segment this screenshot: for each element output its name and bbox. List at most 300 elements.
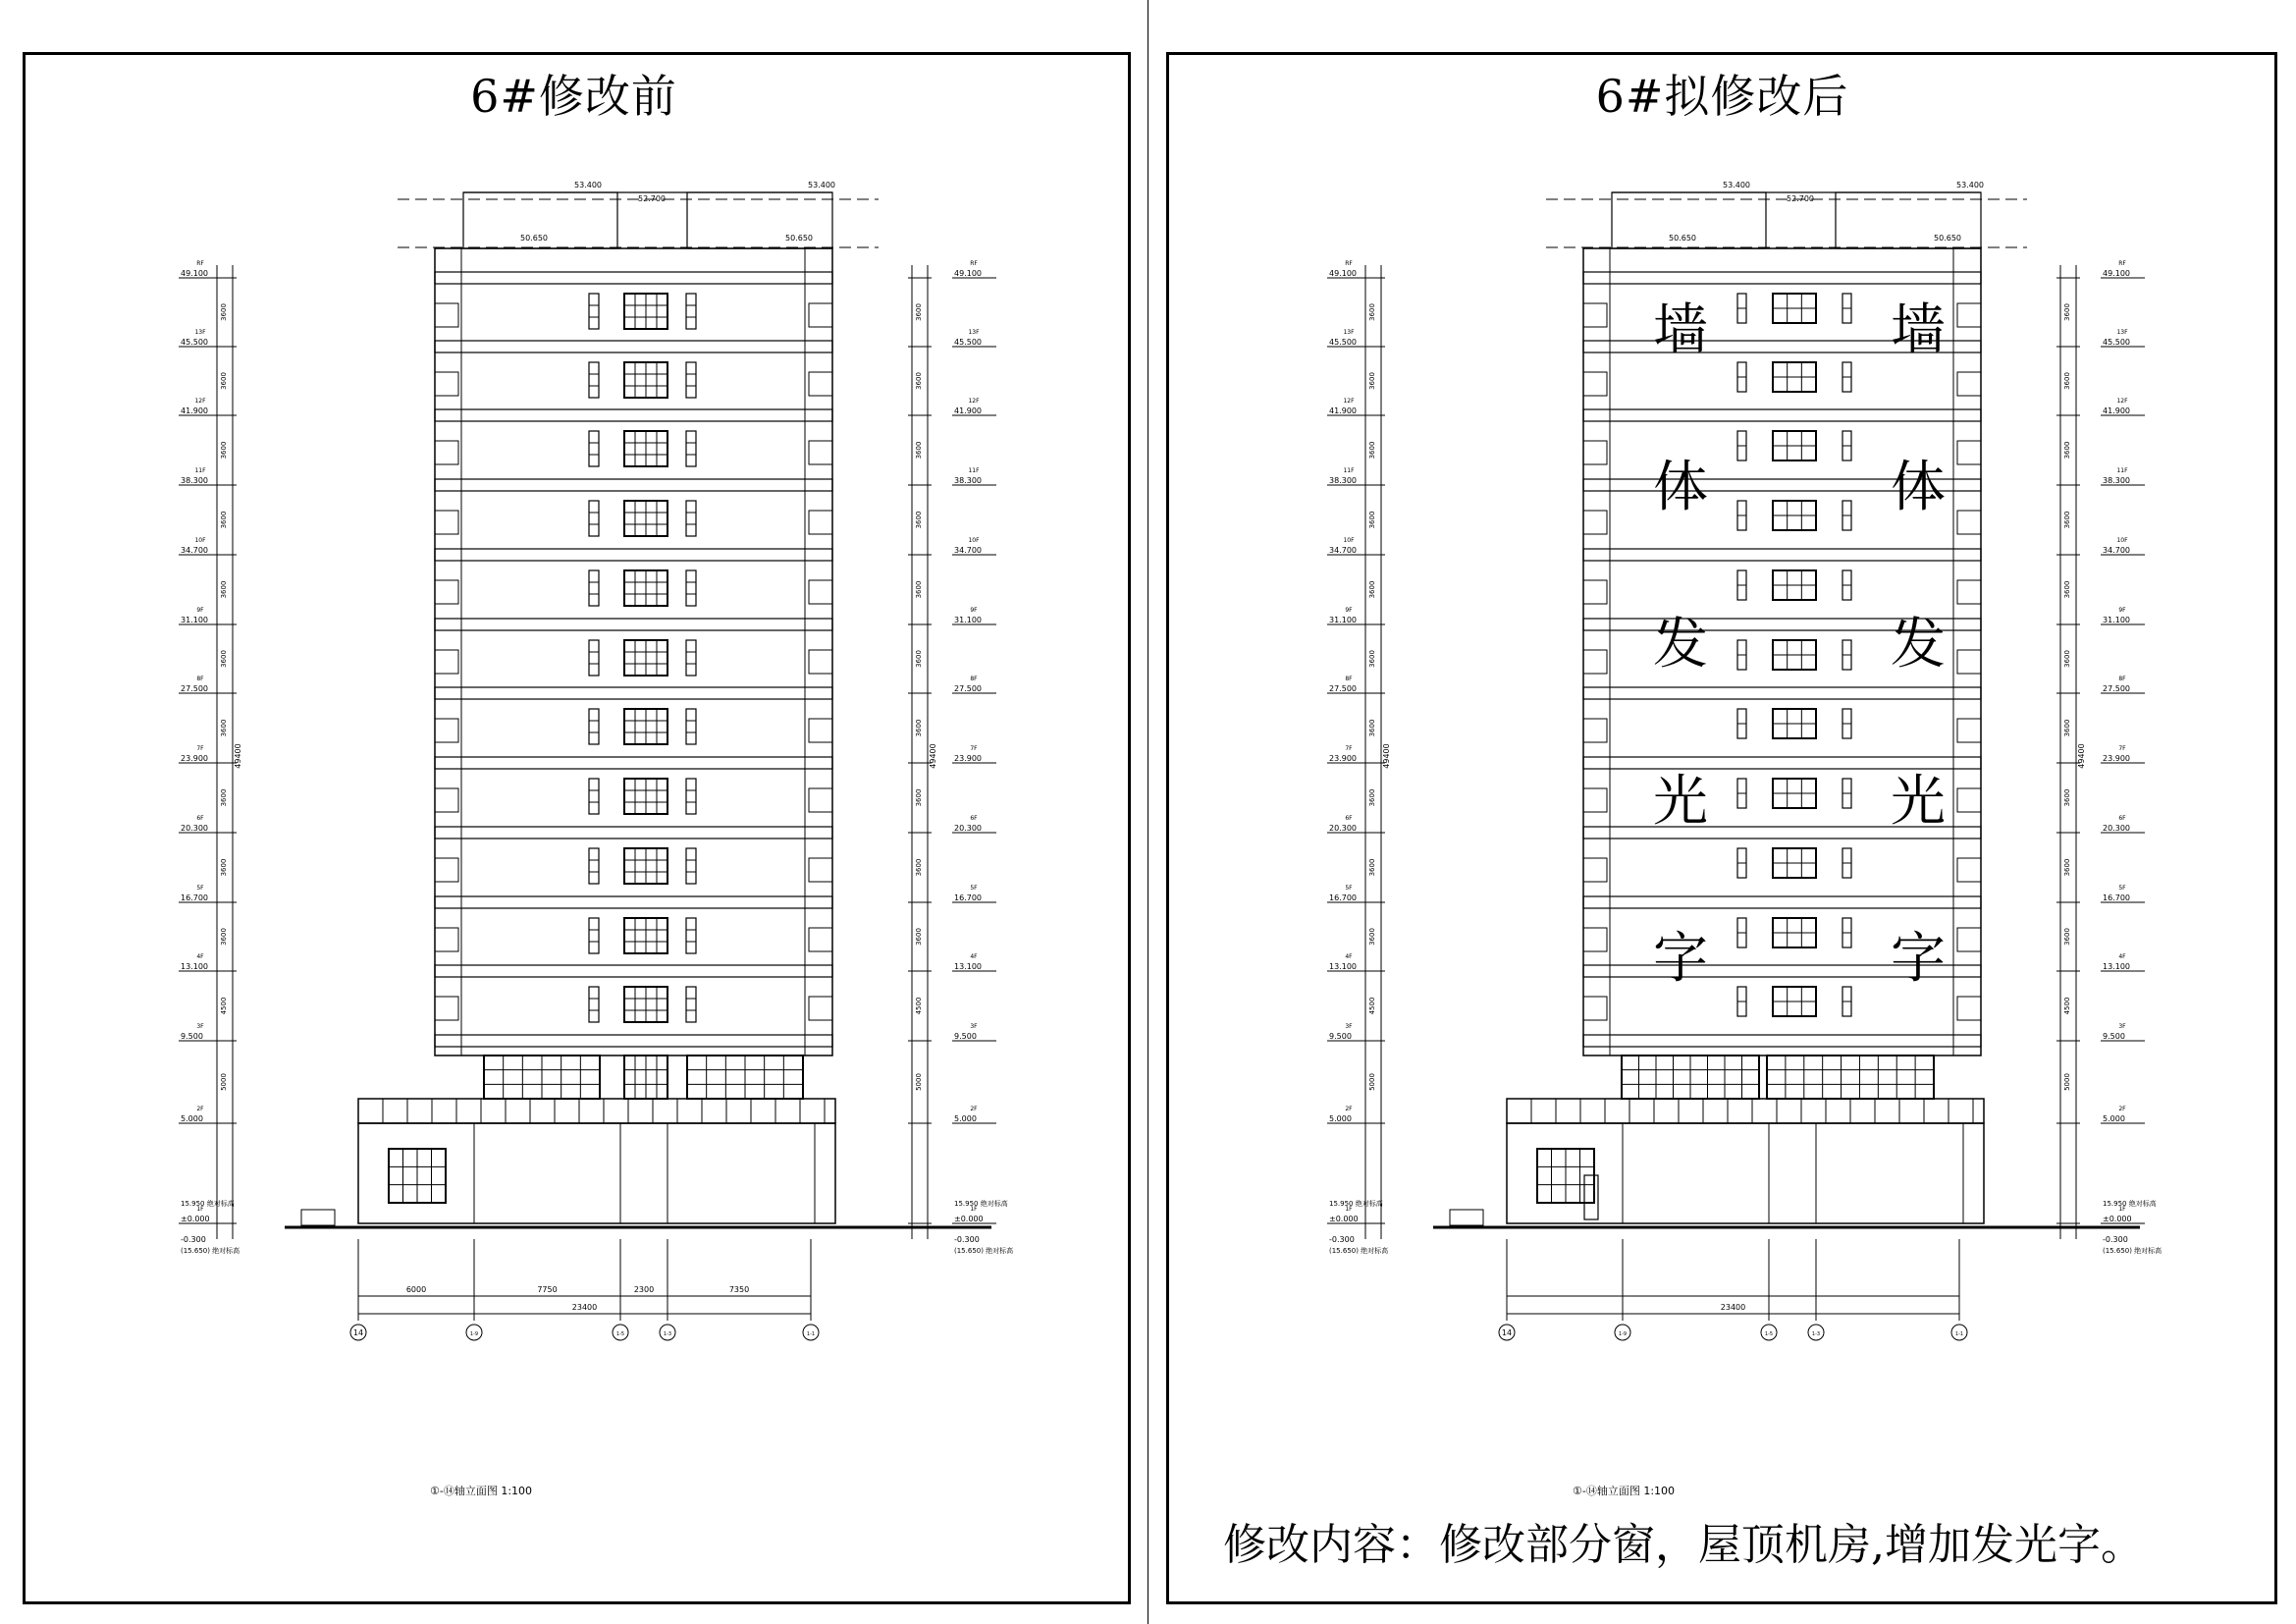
window-small-left bbox=[589, 294, 599, 329]
side-balcony-left bbox=[1583, 788, 1607, 812]
level-value: 41.900 bbox=[954, 406, 982, 415]
floor-slab-2 bbox=[435, 341, 832, 352]
window-small-right bbox=[686, 640, 696, 676]
roof-level-top-right: 53.400 bbox=[1956, 181, 1984, 189]
side-balcony-left bbox=[435, 997, 458, 1020]
floor-label: 5F bbox=[2118, 885, 2126, 892]
axis-label: 1-3 bbox=[663, 1331, 672, 1337]
floor-label: 6F bbox=[970, 815, 978, 822]
window-small-left bbox=[589, 501, 599, 536]
ground-level: 15.950 绝对标高 bbox=[2103, 1200, 2157, 1208]
side-balcony-left bbox=[435, 303, 458, 327]
floor-label: 8F bbox=[2118, 676, 2126, 682]
total-width-dim: 23400 bbox=[1720, 1303, 1746, 1312]
drawing-caption bbox=[430, 1483, 532, 1498]
side-balcony-left bbox=[1583, 372, 1607, 396]
floor-label: 1F bbox=[1345, 1206, 1353, 1213]
floor-slab-10 bbox=[435, 896, 832, 908]
floor-slab-11 bbox=[435, 965, 832, 977]
floor-label: 10F bbox=[194, 537, 206, 544]
window-small-right bbox=[686, 709, 696, 744]
floor-label: 2F bbox=[2118, 1106, 2126, 1112]
roof-level-top-left: 53.400 bbox=[1723, 181, 1750, 189]
story-height-dim: 4500 bbox=[915, 997, 923, 1015]
level-value: 5.000 bbox=[1329, 1114, 1352, 1123]
floor-slab-7 bbox=[435, 687, 832, 699]
modification-note: 修改内容：修改部分窗，屋顶机房,增加发光字。 bbox=[1223, 1520, 2144, 1570]
total-height-dim: 49400 bbox=[1382, 743, 1391, 769]
axis-label: 14 bbox=[1501, 1328, 1513, 1337]
story-height-dim: 4500 bbox=[2063, 997, 2071, 1015]
floor-label: 9F bbox=[970, 607, 978, 614]
ground-level: 15.950 绝对标高 bbox=[1329, 1200, 1383, 1208]
glow-char-left-3: 发 bbox=[1653, 613, 1708, 677]
floor-label: 9F bbox=[196, 607, 204, 614]
level-value: 20.300 bbox=[954, 824, 982, 833]
side-balcony-left bbox=[435, 372, 458, 396]
level-value: 45.500 bbox=[2103, 338, 2130, 347]
side-balcony-left bbox=[1583, 511, 1607, 534]
level-value: 16.700 bbox=[2103, 893, 2130, 902]
level-value: 49.100 bbox=[954, 269, 982, 278]
level-value: 34.700 bbox=[954, 546, 982, 555]
glow-char-left-1: 墙 bbox=[1653, 298, 1708, 362]
floor-label: 5F bbox=[196, 885, 204, 892]
story-height-dim: 4500 bbox=[220, 997, 228, 1015]
story-height-dim: 5000 bbox=[220, 1073, 228, 1091]
side-balcony-left bbox=[1583, 303, 1607, 327]
glow-char-right-1: 墙 bbox=[1891, 298, 1946, 362]
story-height-dim: 5000 bbox=[2063, 1073, 2071, 1091]
level-value: 9.500 bbox=[1329, 1032, 1352, 1041]
floor-label: 7F bbox=[1345, 745, 1353, 752]
side-balcony-right bbox=[809, 650, 832, 674]
canopy-band bbox=[1507, 1099, 1984, 1123]
story-height-dim: 3600 bbox=[2063, 928, 2071, 946]
glow-char-left-4: 光 bbox=[1653, 770, 1708, 834]
story-height-dim: 3600 bbox=[220, 858, 228, 877]
story-height-dim: 3600 bbox=[220, 303, 228, 321]
roof-level-parapet-right: 50.650 bbox=[1934, 234, 1961, 243]
floor-slab-7 bbox=[1583, 687, 1981, 699]
side-balcony-right bbox=[1957, 997, 1981, 1020]
level-value: 27.500 bbox=[181, 684, 208, 693]
glow-char-left-5: 字 bbox=[1653, 927, 1708, 991]
story-height-dim: 3600 bbox=[220, 928, 228, 946]
level-value: 49.100 bbox=[1329, 269, 1357, 278]
roof-level-top-mid: 52.700 bbox=[1787, 194, 1814, 203]
roof-level-parapet-left: 50.650 bbox=[1669, 234, 1696, 243]
floor-slab-8 bbox=[435, 757, 832, 769]
level-value: 16.700 bbox=[954, 893, 982, 902]
floor-slab-5 bbox=[1583, 549, 1981, 561]
floor-label: 12F bbox=[1343, 398, 1355, 405]
window-small-left bbox=[589, 918, 599, 953]
level-value: 49.100 bbox=[181, 269, 208, 278]
story-height-dim: 3600 bbox=[2063, 858, 2071, 877]
floor-label: 1F bbox=[196, 1206, 204, 1213]
bay-dim: 7750 bbox=[537, 1285, 558, 1294]
glow-char-right-4: 光 bbox=[1891, 770, 1946, 834]
level-value: ±0.000 bbox=[2103, 1215, 2132, 1223]
floor-label: 7F bbox=[2118, 745, 2126, 752]
side-balcony-left bbox=[435, 928, 458, 951]
floor-label: 2F bbox=[196, 1106, 204, 1112]
level-value: 5.000 bbox=[2103, 1114, 2125, 1123]
sheet-after bbox=[1148, 0, 2296, 1624]
window-small-left bbox=[589, 709, 599, 744]
axis-label: 1-9 bbox=[469, 1331, 479, 1337]
floor-label: 11F bbox=[194, 467, 206, 474]
side-balcony-left bbox=[435, 580, 458, 604]
level-value: ±0.000 bbox=[954, 1215, 984, 1223]
floor-label: 10F bbox=[2116, 537, 2128, 544]
floor-label: 7F bbox=[970, 745, 978, 752]
glow-char-right-2: 体 bbox=[1891, 456, 1946, 519]
window-small-right bbox=[686, 779, 696, 814]
floor-label: 8F bbox=[196, 676, 204, 682]
window-small-right bbox=[686, 294, 696, 329]
level-value: 13.100 bbox=[954, 962, 982, 971]
floor-label: 5F bbox=[970, 885, 978, 892]
level-value: 27.500 bbox=[1329, 684, 1357, 693]
axis-label: 1-3 bbox=[1811, 1331, 1821, 1337]
story-height-dim: 3600 bbox=[2063, 511, 2071, 529]
minus-level: -0.300 bbox=[1329, 1235, 1355, 1244]
roof-level-parapet-right: 50.650 bbox=[785, 234, 813, 243]
level-value: 45.500 bbox=[954, 338, 982, 347]
story-height-dim: 3600 bbox=[915, 303, 923, 321]
story-height-dim: 5000 bbox=[915, 1073, 923, 1091]
story-height-dim: 3600 bbox=[220, 580, 228, 599]
level-value: 5.000 bbox=[181, 1114, 203, 1123]
entrance-door bbox=[1584, 1175, 1598, 1219]
side-balcony-left bbox=[435, 441, 458, 464]
floor-label: 8F bbox=[970, 676, 978, 682]
level-value: 38.300 bbox=[2103, 476, 2130, 485]
level-value: 9.500 bbox=[954, 1032, 977, 1041]
axis-label: 1-9 bbox=[1618, 1331, 1628, 1337]
level-value: 31.100 bbox=[954, 616, 982, 624]
floor-label: 12F bbox=[2116, 398, 2128, 405]
floor-label: 4F bbox=[970, 953, 978, 960]
side-balcony-left bbox=[1583, 441, 1607, 464]
floor-label: 10F bbox=[968, 537, 980, 544]
story-height-dim: 3600 bbox=[2063, 719, 2071, 737]
side-balcony-left bbox=[435, 788, 458, 812]
side-balcony-right bbox=[809, 441, 832, 464]
story-height-dim: 3600 bbox=[915, 580, 923, 599]
window-small-left bbox=[589, 987, 599, 1022]
level-value: 34.700 bbox=[1329, 546, 1357, 555]
story-height-dim: 3600 bbox=[2063, 650, 2071, 668]
ground-level: 15.950 绝对标高 bbox=[181, 1200, 235, 1208]
side-balcony-right bbox=[1957, 858, 1981, 882]
side-balcony-right bbox=[1957, 928, 1981, 951]
floor-label: 11F bbox=[1343, 467, 1355, 474]
story-height-dim: 3600 bbox=[1368, 303, 1376, 321]
floor-label: 3F bbox=[970, 1023, 978, 1030]
story-height-dim: 3600 bbox=[2063, 580, 2071, 599]
floor-label: 4F bbox=[2118, 953, 2126, 960]
window-small-left bbox=[589, 640, 599, 676]
side-balcony-left bbox=[435, 650, 458, 674]
story-height-dim: 3600 bbox=[1368, 580, 1376, 599]
floor-slab-5 bbox=[435, 549, 832, 561]
floor-label: 4F bbox=[196, 953, 204, 960]
glow-char-left-2: 体 bbox=[1653, 456, 1708, 519]
caption-scale: 1:100 bbox=[501, 1485, 533, 1497]
floor-slab-1 bbox=[1583, 272, 1981, 284]
story-height-dim: 3600 bbox=[220, 441, 228, 460]
story-height-dim: 3600 bbox=[1368, 441, 1376, 460]
floor-label: 9F bbox=[2118, 607, 2126, 614]
floor-label: 3F bbox=[196, 1023, 204, 1030]
floor-label: 13F bbox=[1343, 329, 1355, 336]
level-value: 34.700 bbox=[2103, 546, 2130, 555]
level-value: 23.900 bbox=[2103, 754, 2130, 763]
axis-label: 1-1 bbox=[806, 1331, 816, 1337]
axis-label: 1-5 bbox=[615, 1331, 625, 1337]
floor-slab-9 bbox=[435, 827, 832, 839]
side-balcony-right bbox=[1957, 441, 1981, 464]
story-height-dim: 3600 bbox=[1368, 650, 1376, 668]
caption-text: ①-⑭轴立面图 bbox=[1573, 1485, 1640, 1497]
bay-dim: 7350 bbox=[728, 1285, 750, 1294]
floor-label: 13F bbox=[968, 329, 980, 336]
minus-level-abs: (15.650) 绝对标高 bbox=[2103, 1247, 2163, 1255]
total-height-dim: 49400 bbox=[2077, 743, 2086, 769]
floor-label: 7F bbox=[196, 745, 204, 752]
floor-label: 13F bbox=[2116, 329, 2128, 336]
floor-label: 2F bbox=[970, 1106, 978, 1112]
floor-label: 2F bbox=[1345, 1106, 1353, 1112]
story-height-dim: 3600 bbox=[1368, 511, 1376, 529]
level-value: 13.100 bbox=[181, 962, 208, 971]
side-balcony-left bbox=[1583, 650, 1607, 674]
story-height-dim: 3600 bbox=[915, 719, 923, 737]
axis-label: 14 bbox=[352, 1328, 364, 1337]
floor-label: 3F bbox=[2118, 1023, 2126, 1030]
side-balcony-left bbox=[435, 511, 458, 534]
floor-label: 6F bbox=[196, 815, 204, 822]
side-balcony-right bbox=[809, 858, 832, 882]
story-height-dim: 3600 bbox=[915, 511, 923, 529]
story-height-dim: 3600 bbox=[220, 511, 228, 529]
bay-dim: 2300 bbox=[633, 1285, 655, 1294]
sheet-title: 6#拟修改后 bbox=[1595, 70, 1849, 123]
window-small-left bbox=[589, 779, 599, 814]
side-balcony-right bbox=[809, 719, 832, 742]
total-height-dim: 49400 bbox=[929, 743, 937, 769]
floor-label: 3F bbox=[1345, 1023, 1353, 1030]
minus-level: -0.300 bbox=[181, 1235, 206, 1244]
story-height-dim: 3600 bbox=[915, 858, 923, 877]
window-small-right bbox=[686, 570, 696, 606]
story-height-dim: 3600 bbox=[220, 788, 228, 807]
floor-label: 13F bbox=[194, 329, 206, 336]
level-value: 41.900 bbox=[1329, 406, 1357, 415]
sheet-title: 6#修改前 bbox=[470, 70, 677, 123]
level-value: 41.900 bbox=[2103, 406, 2130, 415]
story-height-dim: 3600 bbox=[2063, 788, 2071, 807]
minus-level: -0.300 bbox=[954, 1235, 980, 1244]
total-height-dim: 49400 bbox=[234, 743, 242, 769]
podium bbox=[1507, 1123, 1984, 1223]
side-balcony-right bbox=[1957, 650, 1981, 674]
ac-unit bbox=[301, 1210, 335, 1225]
roof-level-top-mid: 52.700 bbox=[638, 194, 666, 203]
level-value: 27.500 bbox=[2103, 684, 2130, 693]
floor-slab-12 bbox=[435, 1035, 832, 1047]
level-value: 41.900 bbox=[181, 406, 208, 415]
level-value: 34.700 bbox=[181, 546, 208, 555]
floor-slab-6 bbox=[435, 619, 832, 630]
story-height-dim: 3600 bbox=[220, 650, 228, 668]
story-height-dim: 3600 bbox=[220, 719, 228, 737]
side-balcony-right bbox=[1957, 303, 1981, 327]
level-value: 23.900 bbox=[954, 754, 982, 763]
story-height-dim: 3600 bbox=[1368, 372, 1376, 390]
minus-level: -0.300 bbox=[2103, 1235, 2128, 1244]
axis-label: 1-5 bbox=[1764, 1331, 1774, 1337]
caption-scale: 1:100 bbox=[1643, 1485, 1676, 1497]
side-balcony-right bbox=[1957, 372, 1981, 396]
floor-slab-1 bbox=[435, 272, 832, 284]
story-height-dim: 3600 bbox=[1368, 858, 1376, 877]
glow-char-right-3: 发 bbox=[1891, 613, 1946, 677]
podium bbox=[358, 1123, 835, 1223]
floor-label: RF bbox=[196, 260, 204, 267]
floor-label: RF bbox=[2118, 260, 2126, 267]
curtain-wall-right bbox=[1767, 1056, 1934, 1099]
level-value: 16.700 bbox=[181, 893, 208, 902]
story-height-dim: 3600 bbox=[220, 372, 228, 390]
roof-level-top-right: 53.400 bbox=[808, 181, 835, 189]
floor-label: 1F bbox=[2118, 1206, 2126, 1213]
floor-label: 11F bbox=[968, 467, 980, 474]
level-value: 31.100 bbox=[181, 616, 208, 624]
story-height-dim: 5000 bbox=[1368, 1073, 1376, 1091]
window-small-left bbox=[589, 848, 599, 884]
floor-label: 9F bbox=[1345, 607, 1353, 614]
story-height-dim: 3600 bbox=[915, 372, 923, 390]
story-height-dim: 3600 bbox=[2063, 372, 2071, 390]
window-small-left bbox=[589, 431, 599, 466]
floor-label: 12F bbox=[968, 398, 980, 405]
story-height-dim: 3600 bbox=[2063, 441, 2071, 460]
side-balcony-right bbox=[1957, 580, 1981, 604]
minus-level-abs: (15.650) 绝对标高 bbox=[181, 1247, 240, 1255]
floor-label: 11F bbox=[2116, 467, 2128, 474]
story-height-dim: 3600 bbox=[1368, 719, 1376, 737]
floor-label: 6F bbox=[1345, 815, 1353, 822]
side-balcony-left bbox=[1583, 928, 1607, 951]
floor-label: RF bbox=[1345, 260, 1353, 267]
level-value: 38.300 bbox=[1329, 476, 1357, 485]
story-height-dim: 3600 bbox=[915, 650, 923, 668]
window-small-left bbox=[589, 570, 599, 606]
level-value: 38.300 bbox=[954, 476, 982, 485]
floor-slab-3 bbox=[1583, 409, 1981, 421]
level-value: 9.500 bbox=[181, 1032, 203, 1041]
level-value: 49.100 bbox=[2103, 269, 2130, 278]
story-height-dim: 3600 bbox=[915, 788, 923, 807]
side-balcony-left bbox=[435, 719, 458, 742]
level-value: 27.500 bbox=[954, 684, 982, 693]
level-value: 45.500 bbox=[1329, 338, 1357, 347]
story-height-dim: 4500 bbox=[1368, 997, 1376, 1015]
canopy-band bbox=[358, 1099, 835, 1123]
floor-label: RF bbox=[970, 260, 978, 267]
floor-label: 4F bbox=[1345, 953, 1353, 960]
story-height-dim: 3600 bbox=[915, 441, 923, 460]
side-balcony-right bbox=[1957, 788, 1981, 812]
floor-slab-12 bbox=[1583, 1035, 1981, 1047]
level-value: 5.000 bbox=[954, 1114, 977, 1123]
level-value: 20.300 bbox=[2103, 824, 2130, 833]
glow-char-right-5: 字 bbox=[1891, 927, 1946, 991]
side-balcony-right bbox=[809, 511, 832, 534]
window-small-right bbox=[686, 918, 696, 953]
axis-label: 1-1 bbox=[1954, 1331, 1964, 1337]
side-balcony-right bbox=[809, 997, 832, 1020]
side-balcony-right bbox=[1957, 511, 1981, 534]
level-value: 31.100 bbox=[1329, 616, 1357, 624]
total-width-dim: 23400 bbox=[571, 1303, 598, 1312]
window-small-right bbox=[686, 848, 696, 884]
side-balcony-left bbox=[1583, 580, 1607, 604]
level-value: 38.300 bbox=[181, 476, 208, 485]
floor-label: 5F bbox=[1345, 885, 1353, 892]
floor-slab-10 bbox=[1583, 896, 1981, 908]
level-value: 13.100 bbox=[1329, 962, 1357, 971]
floor-label: 1F bbox=[970, 1206, 978, 1213]
story-height-dim: 3600 bbox=[1368, 928, 1376, 946]
drawing-caption bbox=[1573, 1483, 1675, 1498]
floor-label: 8F bbox=[1345, 676, 1353, 682]
side-balcony-right bbox=[1957, 719, 1981, 742]
floor-slab-3 bbox=[435, 409, 832, 421]
caption-text: ①-⑭轴立面图 bbox=[430, 1485, 498, 1497]
window-small-right bbox=[686, 431, 696, 466]
story-height-dim: 3600 bbox=[1368, 788, 1376, 807]
level-value: 23.900 bbox=[181, 754, 208, 763]
level-value: ±0.000 bbox=[1329, 1215, 1359, 1223]
window-small-right bbox=[686, 501, 696, 536]
level-value: 31.100 bbox=[2103, 616, 2130, 624]
window-small-right bbox=[686, 362, 696, 398]
floor-slab-4 bbox=[435, 479, 832, 491]
ground-level: 15.950 绝对标高 bbox=[954, 1200, 1008, 1208]
minus-level-abs: (15.650) 绝对标高 bbox=[1329, 1247, 1389, 1255]
story-height-dim: 3600 bbox=[2063, 303, 2071, 321]
side-balcony-left bbox=[1583, 858, 1607, 882]
side-balcony-right bbox=[809, 928, 832, 951]
level-value: 20.300 bbox=[1329, 824, 1357, 833]
level-value: 45.500 bbox=[181, 338, 208, 347]
elevation-drawing-after bbox=[1148, 0, 2296, 1624]
roof-level-parapet-left: 50.650 bbox=[520, 234, 548, 243]
bay-dim: 6000 bbox=[405, 1285, 427, 1294]
side-balcony-right bbox=[809, 372, 832, 396]
level-value: 16.700 bbox=[1329, 893, 1357, 902]
floor-label: 6F bbox=[2118, 815, 2126, 822]
minus-level-abs: (15.650) 绝对标高 bbox=[954, 1247, 1014, 1255]
story-height-dim: 3600 bbox=[915, 928, 923, 946]
level-value: 23.900 bbox=[1329, 754, 1357, 763]
level-value: ±0.000 bbox=[181, 1215, 210, 1223]
